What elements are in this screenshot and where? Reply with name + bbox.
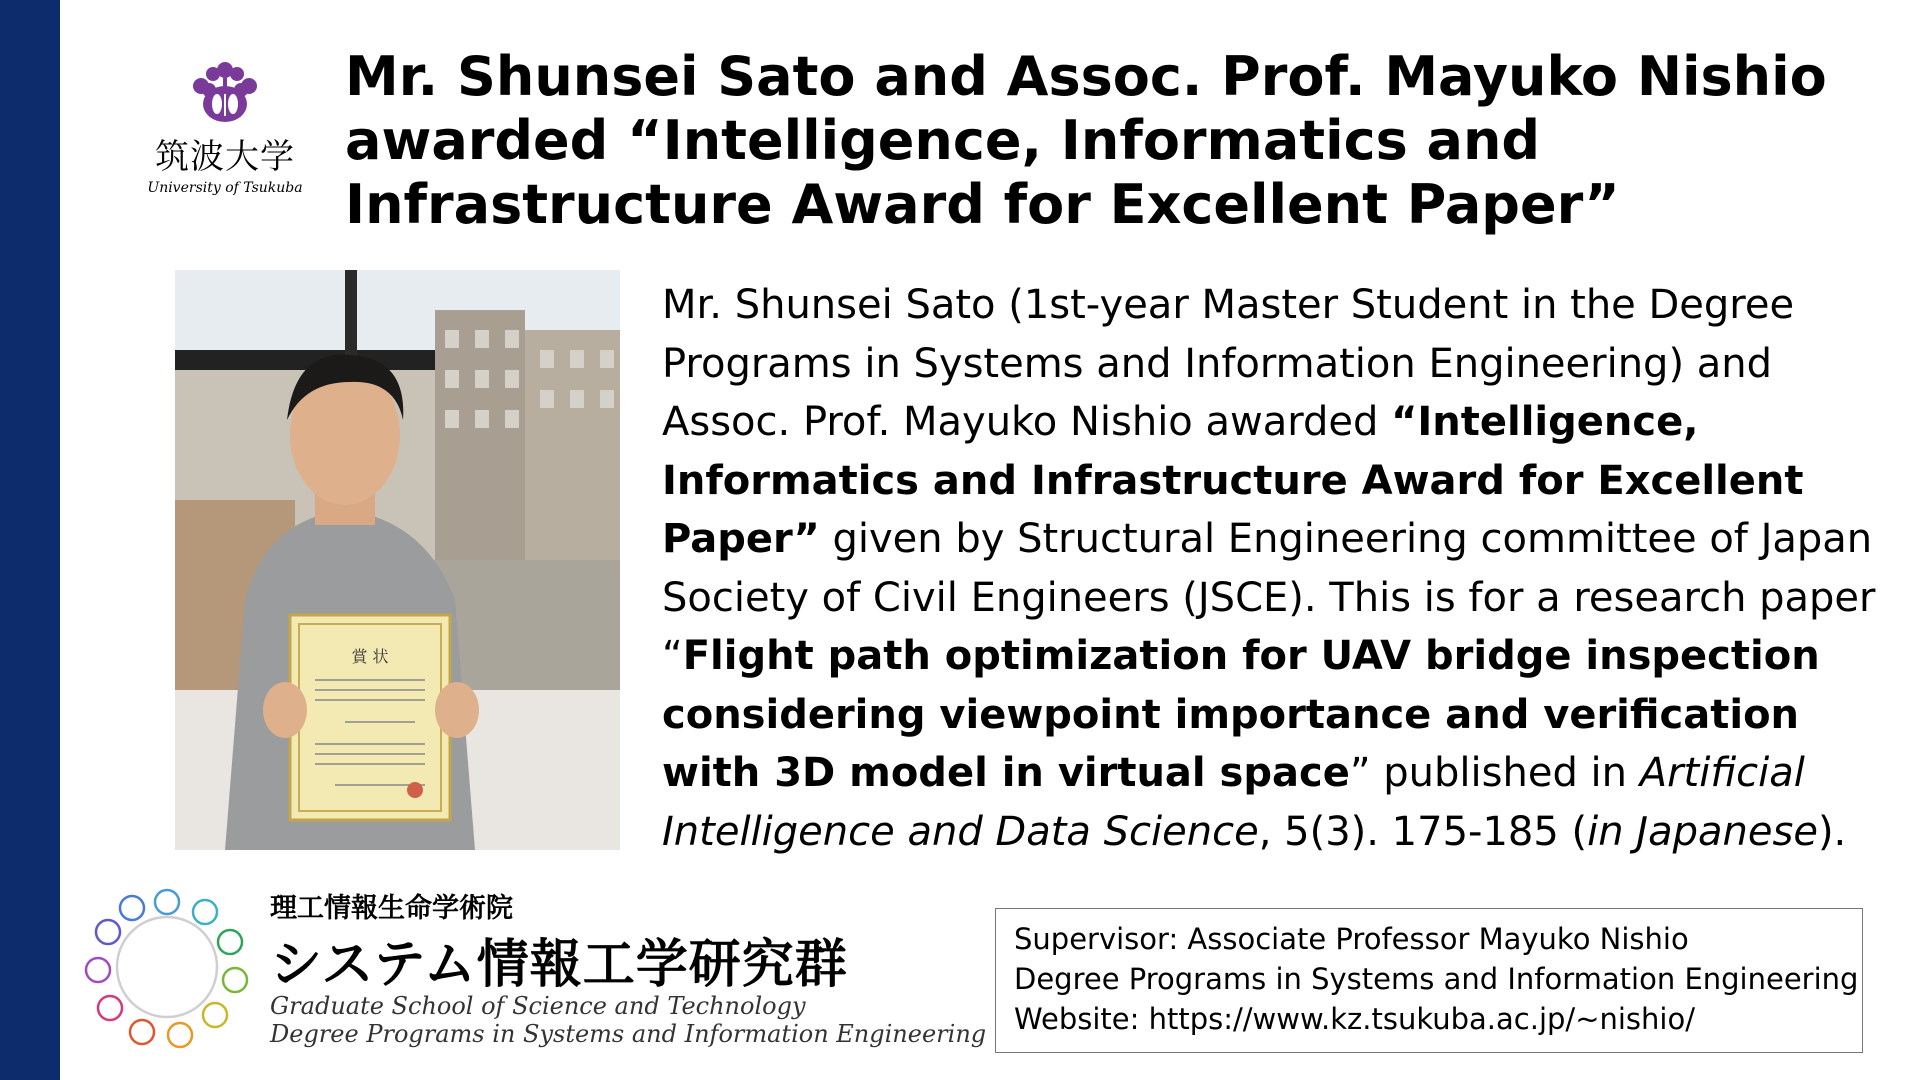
body-text-part-5: ). [1817,808,1847,855]
award-name: “Intelligence, Informatics and Infrastructure Award for Excellent Paper” [662,399,1804,562]
degree-program-name-en: Degree Programs in Systems and Information Engineering [270,1020,987,1048]
paper-title: Flight path optimization for UAV bridge inspection considering viewpoint importance and verification with 3D model in virtual space [662,633,1820,796]
body-text-part-2: given by Structural Engineering committee of Japan Society of Civil Engineers (JSCE). This is for a research paper “ [662,516,1876,679]
certificate-heading: 賞 状 [351,647,389,666]
language-note: in Japanese [1587,808,1818,855]
body-text-part-4: , 5(3). 175-185 ( [1258,808,1588,855]
body-text-part-3: ” published in [1349,750,1640,796]
journal-name: Artificial Intelligence and Data Science [662,750,1805,855]
university-name-jp: 筑波大学 [155,137,295,177]
side-accent-bar [0,0,60,1080]
graduate-school-logo [80,880,987,1060]
supervisor-website: Website: https://www.kz.tsukuba.ac.jp/~nishio/ [1014,1002,1695,1036]
supervisor-info-box [995,908,1863,1053]
body-paragraph [662,276,1892,861]
graduate-school-name-jp: 理工情報生命学術院 [270,893,513,924]
award-photo [175,270,620,850]
star-emblem-icon [80,880,255,1055]
university-logo [145,60,305,210]
supervisor-department: Degree Programs in Systems and Information Engineering [1014,962,1859,996]
graduate-school-name-en: Graduate School of Science and Technology [270,992,806,1020]
page-title: Mr. Shunsei Sato and Assoc. Prof. Mayuko Nishio awarded “Intelligence, Informatics and Infrastructure Award for Excellent Paper” [345,45,1827,236]
photo-illustration [175,270,620,850]
university-name-en: University of Tsukuba [147,180,303,196]
university-crest-icon [187,60,263,132]
body-text-part-1: Mr. Shunsei Sato (1st-year Master Student in the Degree Programs in Systems and Information Engineering) and Assoc. Prof. Mayuko Nishio awarded [662,282,1795,445]
degree-program-name-jp: システム情報工学研究群 [270,935,848,995]
supervisor-name: Supervisor: Associate Professor Mayuko Nishio [1014,922,1689,956]
